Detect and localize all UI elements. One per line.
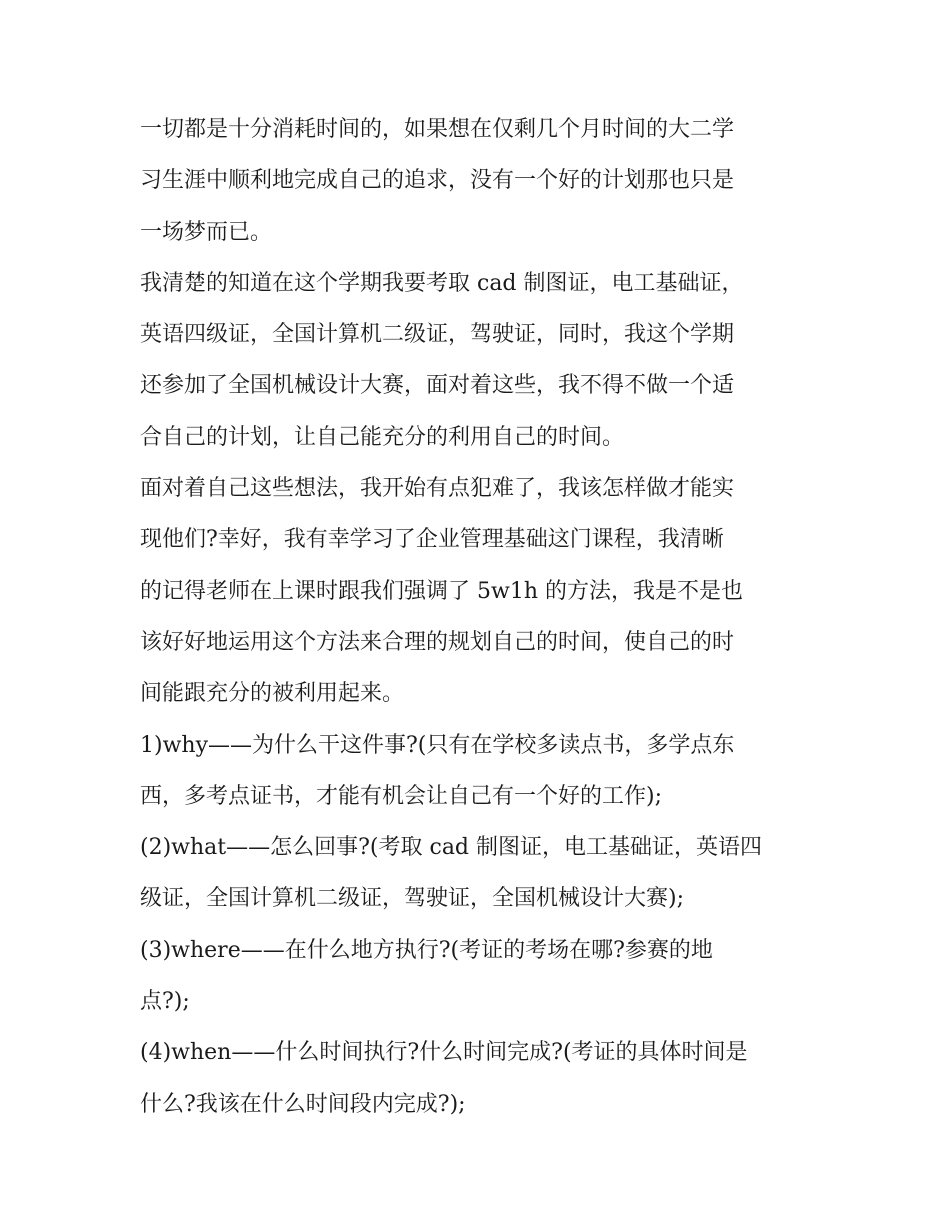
text-line: 合自己的计划，让自己能充分的利用自己的时间。 — [140, 424, 625, 450]
text-line: 英语四级证，全国计算机二级证，驾驶证，同时，我这个学期 — [140, 322, 735, 348]
text-line: 级证，全国计算机二级证，驾驶证，全国机械设计大赛); — [140, 886, 684, 912]
body-text — [140, 104, 820, 1130]
list-item-where: (3)where——在什么地方执行?(考证的考场在哪?参赛的地 — [140, 937, 713, 963]
text-line: 习生涯中顺利地完成自己的追求，没有一个好的计划那也只是 — [140, 168, 735, 194]
text-line: 的记得老师在上课时跟我们强调了 5w1h 的方法，我是不是也 — [140, 578, 743, 604]
text-line: 什么?我该在什么时间段内完成?); — [140, 1091, 466, 1117]
text-line: 一切都是十分消耗时间的，如果想在仅剩几个月时间的大二学 — [140, 117, 735, 142]
text-line: 现他们?幸好，我有幸学习了企业管理基础这门课程，我清晰 — [140, 527, 724, 553]
text-line: 该好好地运用这个方法来合理的规划自己的时间，使自己的时 — [140, 629, 735, 655]
text-line: 西，多考点证书，才能有机会让自己有一个好的工作); — [140, 783, 662, 809]
text-line: 点?); — [140, 989, 190, 1015]
list-item-when: (4)when——什么时间执行?什么时间完成?(考证的具体时间是 — [140, 1040, 748, 1066]
list-item-what: (2)what——怎么回事?(考取 cad 制图证，电工基础证，英语四 — [140, 835, 763, 861]
text-line: 间能跟充分的被利用起来。 — [140, 681, 405, 707]
text-line: 还参加了全国机械设计大赛，面对着这些，我不得不做一个适 — [140, 373, 735, 399]
text-line: 面对着自己这些想法，我开始有点犯难了，我该怎样做才能实 — [140, 476, 735, 502]
text-line: 一场梦而已。 — [140, 219, 273, 245]
list-item-why: 1)why——为什么干这件事?(只有在学校多读点书，多学点东 — [140, 732, 735, 758]
text-line: 我清楚的知道在这个学期我要考取 cad 制图证，电工基础证， — [140, 270, 744, 296]
